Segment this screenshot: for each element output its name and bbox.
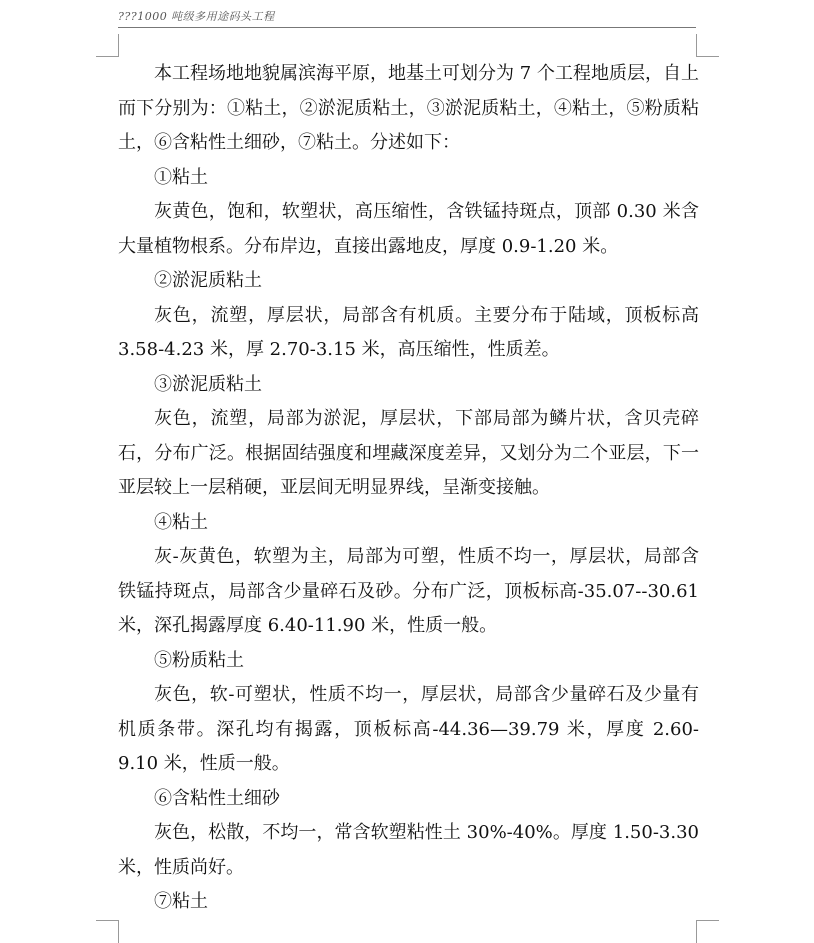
margin-corner-top-left: [96, 34, 119, 57]
heading-layer-4: ④粘土: [154, 511, 208, 533]
margin-corner-top-right: [696, 34, 719, 57]
paragraph-layer-3: 灰色，流塑，局部为淤泥，厚层状，下部局部为鳞片状，含贝壳碎石，分布广泛。根据固结强度和埋藏深度差异，又划分为二个亚层，下一亚层较上一层稍硬，亚层间无明显界线，呈渐变接触。: [118, 408, 699, 498]
paragraph-layer-2: 灰色，流塑，厚层状，局部含有机质。主要分布于陆域，顶板标高 3.58-4.23 米，厚 2.70-3.15 米，高压缩性，性质差。: [118, 304, 699, 360]
heading-layer-5: ⑤粉质粘土: [154, 649, 244, 671]
paragraph-layer-4: 灰-灰黄色，软塑为主，局部为可塑，性质不均一，厚层状，局部含铁锰持斑点，局部含少量碎石及砂。分布广泛，顶板标高-35.07--30.61 米，深孔揭露厚度 6.40-11.90 米，性质一般。: [118, 546, 699, 636]
heading-layer-2: ②淤泥质粘土: [154, 270, 262, 291]
paragraph-layer-1: 灰黄色，饱和，软塑状，高压缩性，含铁锰持斑点，顶部 0.30 米含大量植物根系。分布岸边，直接出露地皮，厚度 0.9-1.20 米。: [118, 201, 699, 257]
heading-layer-1: ①粘土: [154, 166, 208, 188]
heading-layer-3: ③淤泥质粘土: [154, 373, 262, 395]
margin-corner-bottom-left: [96, 920, 119, 943]
header-rule: [118, 27, 696, 28]
margin-corner-bottom-right: [696, 920, 719, 943]
heading-layer-7: ⑦粘土: [154, 891, 208, 912]
page-header-text: ???1000 吨级多用途码头工程: [118, 10, 275, 23]
heading-layer-6: ⑥含粘性土细砂: [154, 787, 280, 809]
paragraph-layer-6: 灰色，松散，不均一，常含软塑粘性土 30%-40%。厚度 1.50-3.30 米，性质尚好。: [118, 822, 699, 878]
paragraph-intro: 本工程场地地貌属滨海平原，地基土可划分为 7 个工程地质层，自上而下分别为：①粘土，②淤泥质粘土，③淤泥质粘土，④粘土，⑤粉质粘土，⑥含粘性土细砂，⑦粘土。分述如下：: [118, 63, 699, 153]
document-body: [118, 57, 699, 920]
paragraph-layer-5: 灰色，软-可塑状，性质不均一，厚层状，局部含少量碎石及少量有机质条带。深孔均有揭露，顶板标高-44.36—39.79 米，厚度 2.60-9.10 米，性质一般。: [118, 684, 699, 774]
